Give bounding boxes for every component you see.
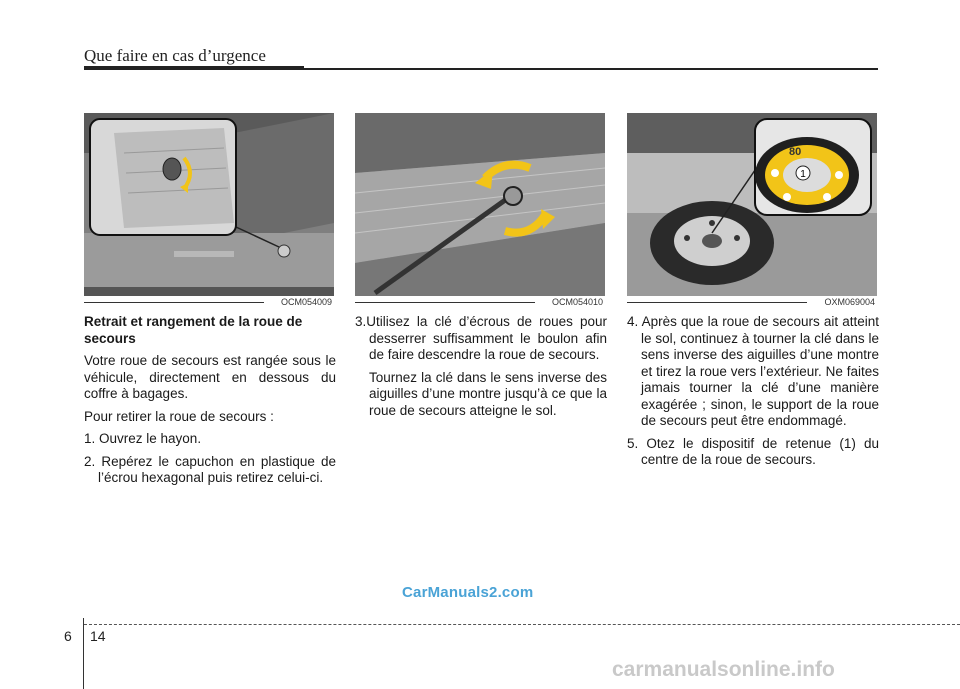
trunk-illustration <box>84 113 334 309</box>
figure-caption: OXM069004 <box>627 296 877 309</box>
figure-caption: OCM054009 <box>84 296 334 309</box>
size-marking: 80 <box>789 146 802 158</box>
step-4: 4. Après que la roue de secours ait atteint le sol, continuez à tourner la clé dans le sens inverse des aiguilles d’une montre et tirez la roue vers l’extérieur. Ne faites jamais tourner la clé d’une manière exagérée ; sinon, le support de la roue de secours peut être endommagé. <box>627 314 879 428</box>
paragraph-lead: Pour retirer la roue de secours : <box>84 408 274 424</box>
page-number: 14 <box>90 628 106 644</box>
section-number: 6 <box>64 628 72 644</box>
footer-divider-vertical <box>83 618 84 689</box>
figure-bumper-bolt <box>355 113 605 309</box>
column-3 <box>627 314 879 475</box>
step-1: 1. Ouvrez le hayon. <box>84 431 202 446</box>
step-5: 5. Otez le dispositif de retenue (1) du centre de la roue de secours. <box>627 435 879 467</box>
site-watermark: carmanualsonline.info <box>612 658 835 681</box>
callout-number: 1 <box>800 169 806 180</box>
figure-trunk-floor <box>84 113 334 309</box>
bumper-illustration <box>355 113 605 309</box>
step-3: 3.Utilisez la clé d’écrous de roues pour desserrer suffisamment le boulon afin de faire descendre la roue de secours. <box>355 314 607 362</box>
step-3-detail: Tournez la clé dans le sens inverse des aiguilles d’une montre jusqu’à ce que la roue de secours atteigne le sol. <box>369 369 607 418</box>
column-1 <box>84 314 336 493</box>
step-2: 2. Repérez le capuchon en plastique de l’écrou hexagonal puis retirez celui-ci. <box>84 453 336 485</box>
figure-caption: OCM054010 <box>355 296 605 309</box>
section-heading: Retrait et rangement de la roue de secours <box>84 314 303 346</box>
header-rule <box>84 68 878 70</box>
column-2 <box>355 314 607 425</box>
footer-divider-horizontal <box>84 624 960 625</box>
paragraph-intro: Votre roue de secours est rangée sous le véhicule, directement en dessous du coffre à bagages. <box>84 353 336 401</box>
figure-spare-wheel <box>627 113 877 309</box>
watermark-link[interactable]: CarManuals2.com <box>402 584 534 601</box>
page-header-title: Que faire en cas d’urgence <box>84 46 266 65</box>
spare-wheel-illustration <box>627 113 877 309</box>
